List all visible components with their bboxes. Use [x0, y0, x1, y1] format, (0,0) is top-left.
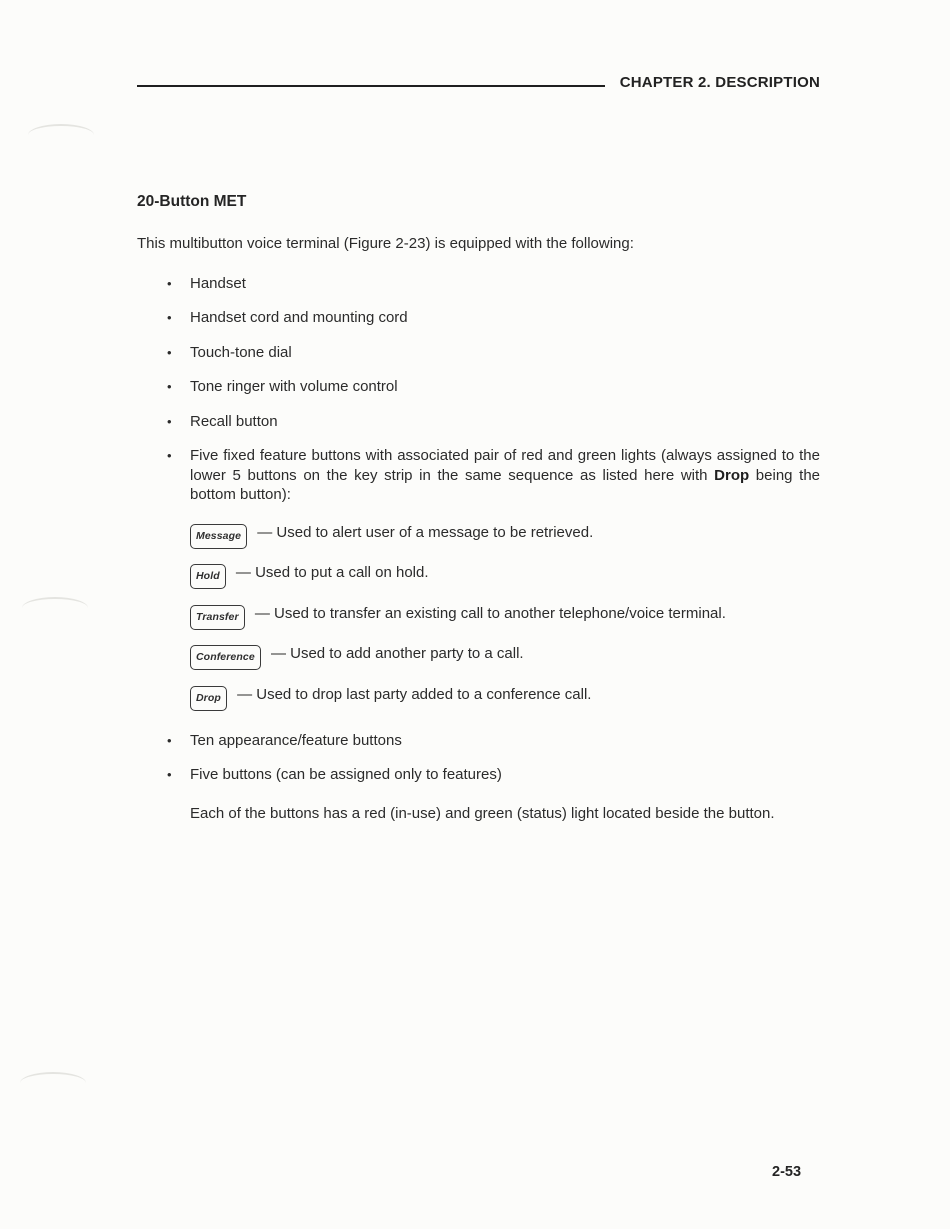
scan-artifact-icon — [20, 1072, 86, 1094]
key-description: — Used to alert user of a message to be retrieved. — [257, 523, 594, 541]
list-item-text: Recall button — [190, 412, 278, 430]
intro-paragraph: This multibutton voice terminal (Figure 2-23) is equipped with the following: — [137, 235, 634, 252]
bullet-icon: • — [167, 344, 172, 360]
key-item-transfer — [190, 604, 820, 630]
feature-bullet-tail: being the bottom button): — [190, 466, 821, 503]
list-item-fixed-feature-buttons — [137, 446, 820, 505]
drop-key: Drop — [190, 686, 227, 711]
key-item-drop — [190, 685, 820, 711]
list-item — [137, 731, 820, 751]
feature-bullet-lead: Five fixed feature buttons with associated pair of red and green lights (always assigned to the lower 5 buttons on the key strip in the same sequence as listed here with — [190, 447, 820, 484]
bullet-icon: • — [167, 379, 172, 394]
bullet-icon: • — [167, 310, 172, 325]
scan-artifact-icon — [22, 597, 88, 619]
conference-key: Conference — [190, 645, 261, 670]
bullet-icon: • — [167, 767, 172, 782]
bullet-icon: • — [167, 413, 172, 429]
list-item-text: Tone ringer with volume control — [190, 378, 398, 395]
page-content — [137, 193, 820, 823]
key-item-message — [190, 523, 820, 549]
key-item-hold — [190, 563, 820, 589]
section-heading: 20-Button MET — [137, 193, 247, 210]
bullet-icon: • — [167, 275, 172, 291]
page-number: 2-53 — [772, 1164, 802, 1180]
list-item — [137, 343, 820, 363]
list-item-text: Ten appearance/feature buttons — [190, 731, 402, 749]
bullet-icon: • — [167, 448, 172, 463]
list-item — [137, 308, 820, 328]
list-item-text: Touch-tone dial — [190, 343, 292, 361]
key-description: — Used to put a call on hold. — [235, 564, 429, 581]
feature-bullet-bold-word: Drop — [714, 466, 750, 484]
hold-key: Hold — [190, 564, 226, 589]
list-item-text: Handset cord and mounting cord — [190, 309, 408, 326]
bullet-icon: • — [167, 732, 172, 748]
key-description: — Used to add another party to a call. — [270, 645, 524, 662]
list-item-text — [190, 446, 820, 505]
fixed-feature-key-list — [190, 523, 820, 711]
feature-list — [137, 274, 820, 824]
list-item — [137, 377, 820, 397]
list-item — [137, 274, 820, 294]
key-description: — Used to transfer an existing call to another telephone/voice terminal. — [254, 604, 726, 622]
page-header — [137, 74, 820, 91]
key-description: — Used to drop last party added to a conference call. — [237, 685, 592, 703]
closing-paragraph: Each of the buttons has a red (in-use) and green (status) light located beside the button. — [190, 804, 775, 822]
list-item — [137, 412, 820, 432]
transfer-key: Transfer — [190, 605, 245, 630]
message-key: Message — [190, 524, 247, 549]
page-footer — [772, 1163, 801, 1180]
list-item — [137, 765, 820, 785]
chapter-title: CHAPTER 2. DESCRIPTION — [619, 74, 820, 91]
list-item-text: Handset — [190, 274, 246, 292]
header-rule — [137, 85, 605, 87]
scan-artifact-icon — [28, 124, 94, 146]
key-item-conference — [190, 644, 820, 670]
list-item-text: Five buttons (can be assigned only to features) — [190, 766, 502, 783]
